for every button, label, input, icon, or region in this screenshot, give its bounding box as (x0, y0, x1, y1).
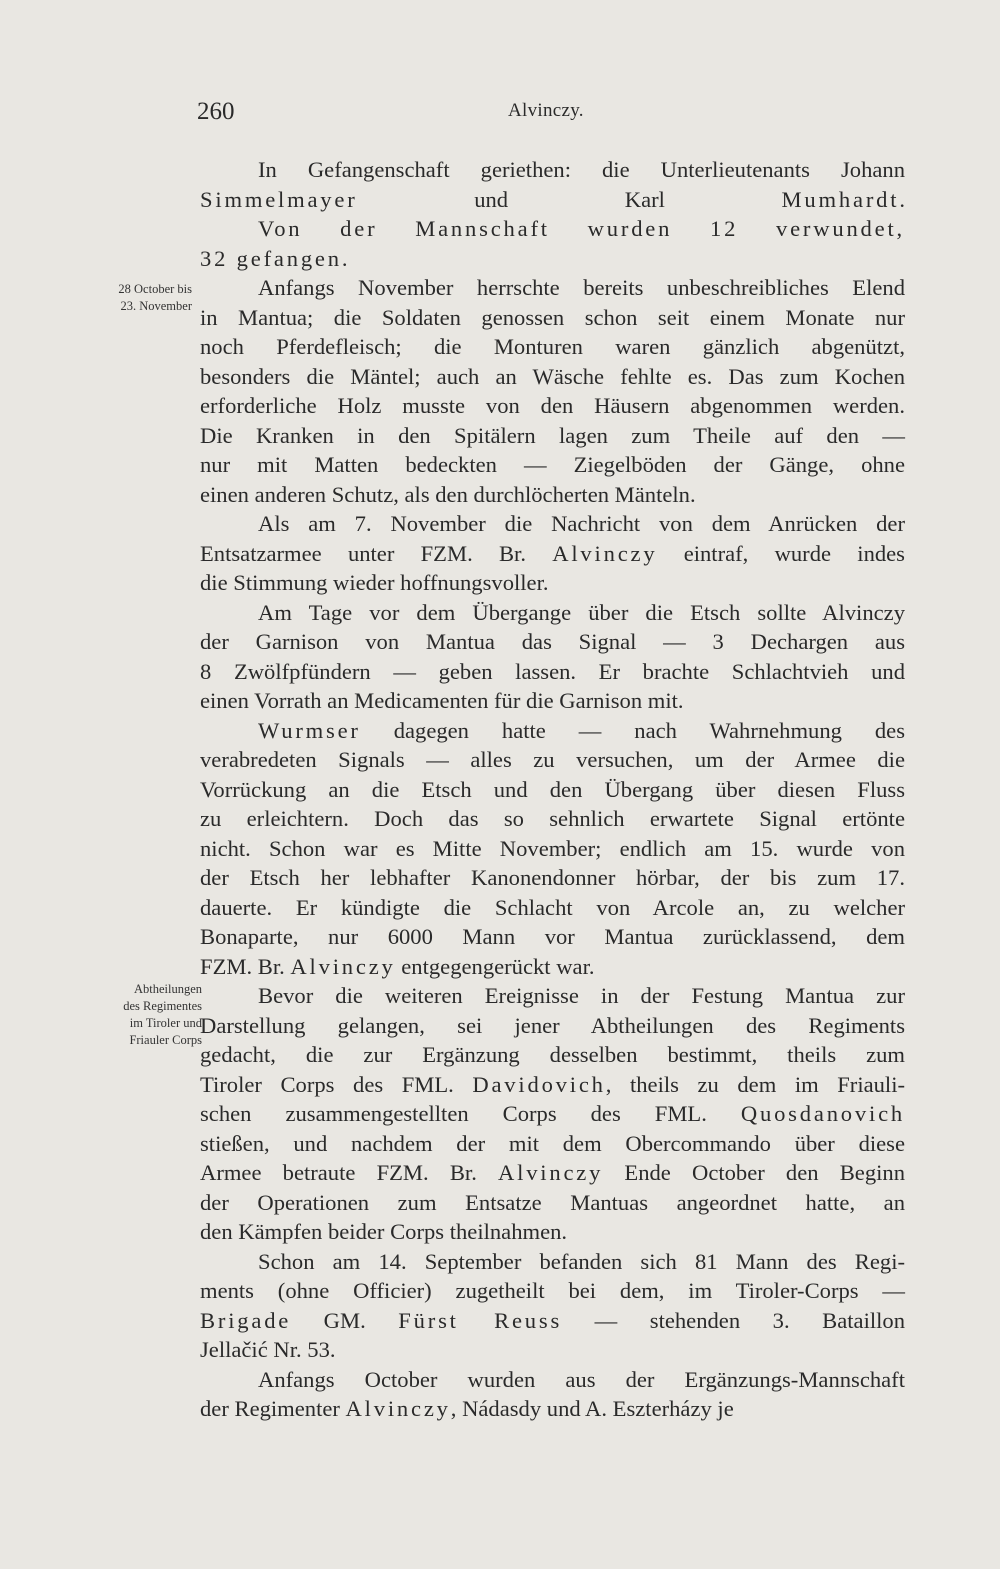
text-line (200, 686, 905, 716)
text-run: In Gefangenschaft geriethen: die Unterlieutenants Johann (258, 157, 905, 182)
margin-note-line: des Regimentes (123, 999, 202, 1013)
text-run: FZM. Br. (200, 953, 291, 979)
text-line (200, 863, 905, 893)
text-line (200, 1011, 905, 1041)
text-run: Darstellung gelangen, sei jener Abtheilungen des Regiments (200, 1012, 905, 1038)
text-line (200, 273, 905, 303)
text-line (200, 1070, 905, 1100)
text-run: Bevor die weiteren Ereignisse in der Festung Mantua zur (258, 983, 905, 1008)
text-run: schen zusammengestellten Corps des FML. (200, 1101, 741, 1126)
text-run: die Stimmung wieder hoffnungsvoller. (200, 570, 549, 595)
text-line (200, 627, 905, 657)
text-line (200, 952, 905, 982)
text-line (200, 362, 905, 392)
text-run: Am Tage vor dem Übergange über die Etsch sollte Alvinczy (258, 599, 905, 625)
spaced-name: 32 gefangen. (200, 245, 351, 271)
text-run: eintraf, wurde indes (657, 540, 905, 566)
text-run: Schon am 14. September befanden sich 81 Mann des Regi- (258, 1248, 905, 1274)
text-line (200, 450, 905, 480)
text-run: — stehenden 3. Bataillon (562, 1307, 905, 1333)
text-run: Vorrückung an die Etsch und den Übergang über diesen Fluss (200, 776, 905, 802)
margin-note-line: Abtheilungen (133, 982, 202, 996)
page-number: 260 (197, 98, 235, 125)
text-line (200, 804, 905, 834)
text-line (200, 1158, 905, 1188)
text-line (200, 1099, 905, 1129)
text-line (200, 1247, 905, 1277)
text-run: der Etsch her lebhafter Kanonendonner hörbar, der bis zum 17. (200, 865, 905, 890)
text-run: . (899, 186, 905, 212)
text-line (200, 1335, 905, 1365)
text-run: erforderliche Holz musste von den Häusern abgenommen werden. (200, 393, 905, 418)
text-run: entgegengerückt war. (395, 953, 595, 979)
text-run: in Mantua; die Soldaten genossen schon seit einem Monate nur (200, 304, 905, 330)
text-run: Anfangs November herrschte bereits unbeschreibliches Elend (258, 275, 905, 300)
spaced-name: Mumhardt (781, 186, 900, 212)
text-run: dagegen hatte — nach Wahrnehmung des (360, 717, 905, 743)
text-run: verabredeten Signals — alles zu versuchen, um der Armee die (200, 747, 905, 772)
text-line (200, 1188, 905, 1218)
text-run: Die Kranken in den Spitälern lagen zum Theile auf den — (200, 422, 905, 448)
text-run: Tiroler Corps des FML. (200, 1071, 473, 1097)
text-line (200, 1394, 905, 1424)
page-header (0, 98, 1000, 138)
text-run: Bonaparte, nur 6000 Mann vor Mantua zurücklassend, dem (200, 924, 905, 949)
text-run: ments (ohne Officier) zugetheilt bei dem, im Tiroler-Corps — (200, 1278, 905, 1303)
text-line (200, 155, 905, 185)
text-line (200, 745, 905, 775)
text-run: Jellačić Nr. 53. (200, 1337, 336, 1362)
text-run: Anfangs October wurden aus der Ergänzungs-Mannschaft (258, 1366, 905, 1392)
text-line (200, 1040, 905, 1070)
text-run: besonders die Mäntel; auch an Wäsche fehlte es. Das zum Kochen (200, 363, 905, 389)
text-line (200, 775, 905, 805)
spaced-name: Brigade (200, 1307, 292, 1333)
text-line (200, 391, 905, 421)
text-line (200, 244, 905, 274)
margin-note-line: im Tiroler und (129, 1016, 202, 1030)
text-run: Armee betraute FZM. Br. (200, 1160, 499, 1185)
text-line (200, 1217, 905, 1247)
text-line (200, 214, 905, 244)
spaced-name: Alvinczy (498, 1160, 604, 1185)
spaced-name: Von der Mannschaft wurden 12 verwundet, (258, 216, 905, 241)
text-line (200, 1276, 905, 1306)
text-line (200, 332, 905, 362)
text-run: einen Vorrath an Medicamenten für die Garnison mit. (200, 688, 684, 713)
margin-note-line: Friauler Corps (129, 1033, 202, 1047)
body-text (200, 155, 905, 1424)
text-line (200, 834, 905, 864)
text-line (200, 716, 905, 746)
text-run: Ende October den Beginn (603, 1160, 905, 1185)
spaced-name: Simmelmayer (200, 186, 358, 212)
text-run: 8 Zwölfpfündern — geben lassen. Er brachte Schlachtvieh und (200, 658, 905, 684)
spaced-name: Quosdanovich (740, 1101, 905, 1126)
text-run: gedacht, die zur Ergänzung desselben bestimmt, theils zum (200, 1042, 905, 1067)
spaced-name: Wurmser (258, 717, 361, 743)
text-line (200, 480, 905, 510)
text-run: der Garnison von Mantua das Signal — 3 Dechargen aus (200, 629, 905, 654)
text-run: den Kämpfen beider Corps theilnahmen. (200, 1219, 568, 1244)
text-run: noch Pferdefleisch; die Monturen waren gänzlich abgenützt, (200, 334, 905, 359)
text-line (200, 893, 905, 923)
text-line (200, 981, 905, 1011)
text-line (200, 657, 905, 687)
running-title: Alvinczy. (508, 100, 584, 121)
spaced-name: Alvinczy (290, 953, 396, 979)
text-run: nur mit Matten bedeckten — Ziegelböden der Gänge, ohne (200, 452, 905, 477)
text-run: Als am 7. November die Nachricht von dem Anrücken der (258, 511, 905, 536)
text-run: GM. (291, 1307, 399, 1333)
text-run: einen anderen Schutz, als den durchlöcherten Mänteln. (200, 481, 696, 507)
text-line (200, 509, 905, 539)
text-line (200, 1129, 905, 1159)
text-line (200, 539, 905, 569)
text-run: zu erleichtern. Doch das so sehnlich erwartete Signal ertönte (200, 806, 905, 831)
text-line (200, 303, 905, 333)
text-run: der Operationen zum Entsatze Mantuas angeordnet hatte, an (200, 1189, 905, 1215)
text-line (200, 185, 905, 215)
text-run: und Karl (357, 186, 782, 212)
margin-note-line: 28 October bis (118, 282, 192, 296)
text-run: nicht. Schon war es Mitte November; endlich am 15. wurde von (200, 835, 905, 861)
spaced-name: Alvinczy (552, 540, 658, 566)
text-run: , theils zu dem im Friauli- (605, 1071, 905, 1097)
text-run: der Regimenter (200, 1396, 346, 1421)
text-run: , Nádasdy und A. Eszterházy je (450, 1396, 734, 1421)
text-run: Entsatzarmee unter FZM. Br. (200, 540, 553, 566)
text-line (200, 421, 905, 451)
text-line (200, 1306, 905, 1336)
text-line (200, 598, 905, 628)
margin-note-date-range (42, 281, 192, 315)
text-run: stießen, und nachdem der mit dem Obercommando über diese (200, 1130, 905, 1156)
text-line (200, 568, 905, 598)
spaced-name: Alvinczy (345, 1396, 451, 1421)
text-run: dauerte. Er kündigte die Schlacht von Arcole an, zu welcher (200, 894, 905, 920)
margin-note-regiment-units (42, 981, 202, 1049)
margin-note-line: 23. November (120, 299, 192, 313)
text-line (200, 1365, 905, 1395)
spaced-name: Fürst Reuss (398, 1307, 563, 1333)
spaced-name: Davidovich (472, 1071, 606, 1097)
text-line (200, 922, 905, 952)
